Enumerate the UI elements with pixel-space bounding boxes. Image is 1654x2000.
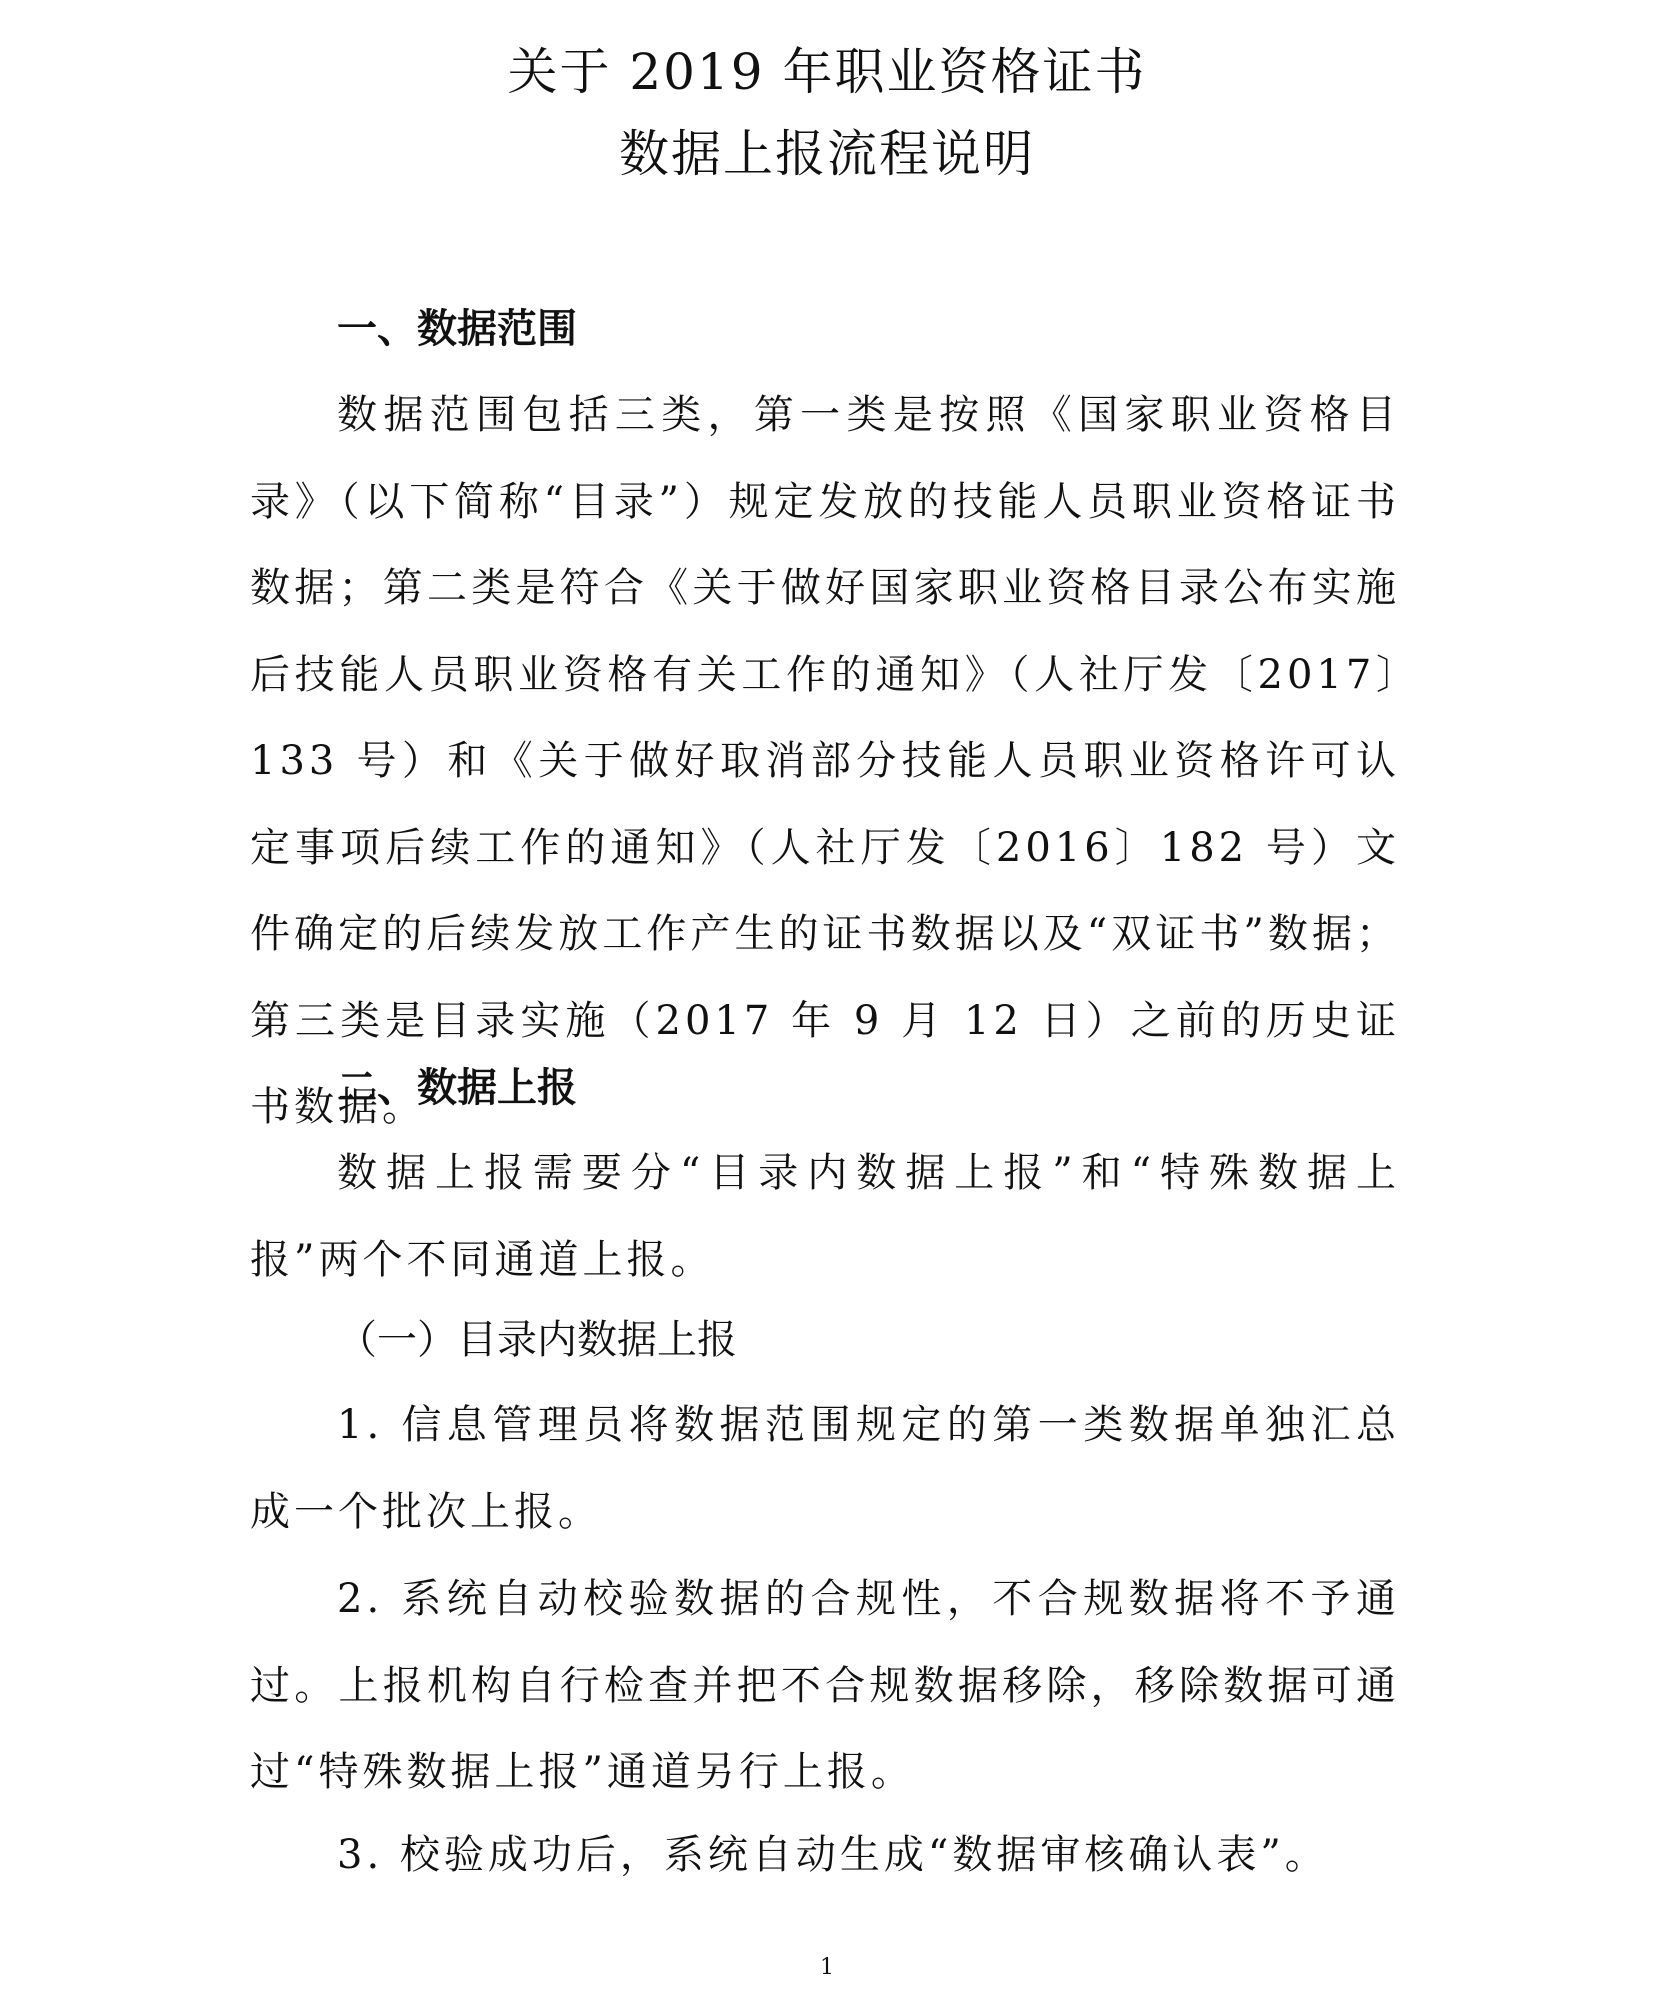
section-heading-data-scope: 一、数据范围 bbox=[337, 306, 577, 352]
list-item-3: 3. 校验成功后，系统自动生成“数据审核确认表”。 bbox=[337, 1832, 1329, 1878]
list-item-1: 1. 信息管理员将数据范围规定的第一类数据单独汇总成一个批次上报。 bbox=[250, 1402, 1400, 1535]
subsection-heading-catalog-data: （一）目录内数据上报 bbox=[337, 1317, 737, 1363]
document-title-line-1: 关于 2019 年职业资格证书 bbox=[507, 43, 1147, 101]
paragraph-data-reporting: 数据上报需要分“目录内数据上报”和“特殊数据上报”两个不同通道上报。 bbox=[250, 1150, 1400, 1283]
paragraph-data-scope: 数据范围包括三类，第一类是按照《国家职业资格目录》（以下简称“目录”）规定发放的技能人员职业资格证书数据；第二类是符合《关于做好国家职业资格目录公布实施后技能人员职业资格有关工作的通知》（人社厅发〔2017〕133 号）和《关于做好取消部分技能人员职业资格许可认定事项后续工作的通知》（人社厅发〔2016〕182 号）文件确定的后续发放工作产生的证书数据以及“双证书”数据；第三类是目录实施（2017 年 9 月 12 日）之前的历史证书数据。 bbox=[250, 392, 1400, 1130]
document-title-line-2: 数据上报流程说明 bbox=[619, 125, 1035, 183]
page-number: 1 bbox=[820, 1955, 834, 1980]
section-heading-data-reporting: 二、数据上报 bbox=[337, 1065, 577, 1111]
list-item-2: 2. 系统自动校验数据的合规性，不合规数据将不予通过。上报机构自行检查并把不合规数据移除，移除数据可通过“特殊数据上报”通道另行上报。 bbox=[250, 1576, 1400, 1795]
